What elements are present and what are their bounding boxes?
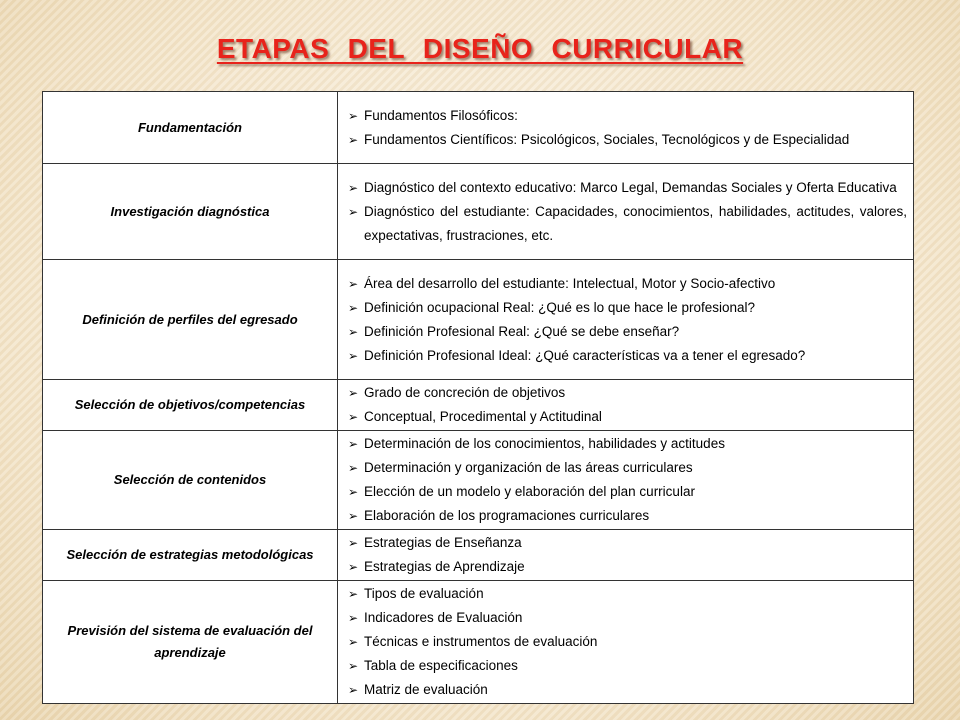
list-item-text: Tabla de especificaciones [364,658,518,673]
list-item [348,654,907,678]
stage-items-cell [338,164,914,260]
list-item-text: Diagnóstico del contexto educativo: Marco Legal, Demandas Sociales y Oferta Educativa [364,179,897,195]
list-item-text: Fundamentos Filosóficos: [364,107,518,123]
list-item-text: Estrategias de Aprendizaje [364,559,525,574]
list-item [348,272,907,296]
list-item [348,128,907,152]
list-item [348,176,907,200]
stage-items-cell [338,380,914,431]
table-row [43,260,914,380]
stage-items-cell [338,260,914,380]
table-row [43,164,914,260]
list-item-text: Elección de un modelo y elaboración del plan curricular [364,484,695,499]
table-row [43,581,914,704]
table-row [43,92,914,164]
list-item-text: Grado de concreción de objetivos [364,385,566,400]
list-item-text: Técnicas e instrumentos de evaluación [364,634,598,649]
stage-name: Selección de objetivos/competencias [43,380,338,431]
stage-items-list [348,531,907,579]
arrowhead-bullet-icon: ➢ [348,485,359,499]
list-item [348,405,907,429]
list-item-text: Diagnóstico del estudiante: Capacidades, conocimientos, habilidades, actitudes, valores, expectativas, frustraciones, etc. [364,203,907,243]
list-item [348,606,907,630]
arrowhead-bullet-icon: ➢ [348,276,359,291]
list-item [348,555,907,579]
stage-items-cell [338,431,914,530]
list-item-text: Tipos de evaluación [364,586,484,601]
list-item-text: Fundamentos Científicos: Psicológicos, Sociales, Tecnológicos y de Especialidad [364,131,850,147]
arrowhead-bullet-icon: ➢ [348,587,359,601]
arrowhead-bullet-icon: ➢ [348,659,359,673]
stage-items-list [348,432,907,528]
stage-name: Selección de contenidos [43,431,338,530]
stage-name: Investigación diagnóstica [43,164,338,260]
list-item-text: Definición Profesional Ideal: ¿Qué características va a tener el egresado? [364,347,806,363]
arrowhead-bullet-icon: ➢ [348,132,359,147]
arrowhead-bullet-icon: ➢ [348,410,359,424]
list-item [348,344,907,368]
stage-name: Definición de perfiles del egresado [43,260,338,380]
list-item [348,582,907,606]
curriculum-stages-table [42,91,914,704]
stage-items-cell [338,530,914,581]
list-item-text: Definición ocupacional Real: ¿Qué es lo que hace le profesional? [364,299,755,315]
list-item [348,381,907,405]
list-item-text: Indicadores de Evaluación [364,610,523,625]
list-item [348,432,907,456]
stage-name: Selección de estrategias metodológicas [43,530,338,581]
list-item [348,504,907,528]
arrowhead-bullet-icon: ➢ [348,611,359,625]
list-item [348,678,907,702]
list-item-text: Determinación de los conocimientos, habilidades y actitudes [364,436,725,451]
arrowhead-bullet-icon: ➢ [348,108,359,123]
list-item [348,630,907,654]
list-item [348,480,907,504]
arrowhead-bullet-icon: ➢ [348,635,359,649]
table-row [43,530,914,581]
arrowhead-bullet-icon: ➢ [348,324,359,339]
arrowhead-bullet-icon: ➢ [348,348,359,363]
list-item-text: Elaboración de los programaciones curriculares [364,508,650,523]
arrowhead-bullet-icon: ➢ [348,180,359,195]
table-row [43,380,914,431]
list-item-text: Área del desarrollo del estudiante: Intelectual, Motor y Socio-afectivo [364,275,776,291]
stage-items-list [348,104,907,152]
arrowhead-bullet-icon: ➢ [348,461,359,475]
list-item-text: Matriz de evaluación [364,682,488,697]
arrowhead-bullet-icon: ➢ [348,509,359,523]
stage-name: Fundamentación [43,92,338,164]
arrowhead-bullet-icon: ➢ [348,386,359,400]
arrowhead-bullet-icon: ➢ [348,536,359,550]
list-item [348,456,907,480]
list-item-text: Determinación y organización de las áreas curriculares [364,460,693,475]
list-item-text: Definición Profesional Real: ¿Qué se debe enseñar? [364,323,680,339]
arrowhead-bullet-icon: ➢ [348,683,359,697]
list-item [348,531,907,555]
page-title: ETAPAS DEL DISEÑO CURRICULAR [216,33,744,64]
stage-items-cell [338,92,914,164]
table-row [43,431,914,530]
stage-items-cell [338,581,914,704]
stage-items-list [348,176,907,248]
list-item [348,104,907,128]
list-item [348,200,907,248]
stage-items-list [348,381,907,429]
arrowhead-bullet-icon: ➢ [348,204,359,219]
stage-items-list [348,272,907,368]
arrowhead-bullet-icon: ➢ [348,560,359,574]
list-item-text: Conceptual, Procedimental y Actitudinal [364,409,602,424]
arrowhead-bullet-icon: ➢ [348,300,359,315]
list-item [348,320,907,344]
stage-name: Previsión del sistema de evaluación del aprendizaje [43,581,338,704]
list-item [348,296,907,320]
stage-items-list [348,582,907,702]
arrowhead-bullet-icon: ➢ [348,437,359,451]
list-item-text: Estrategias de Enseñanza [364,535,522,550]
